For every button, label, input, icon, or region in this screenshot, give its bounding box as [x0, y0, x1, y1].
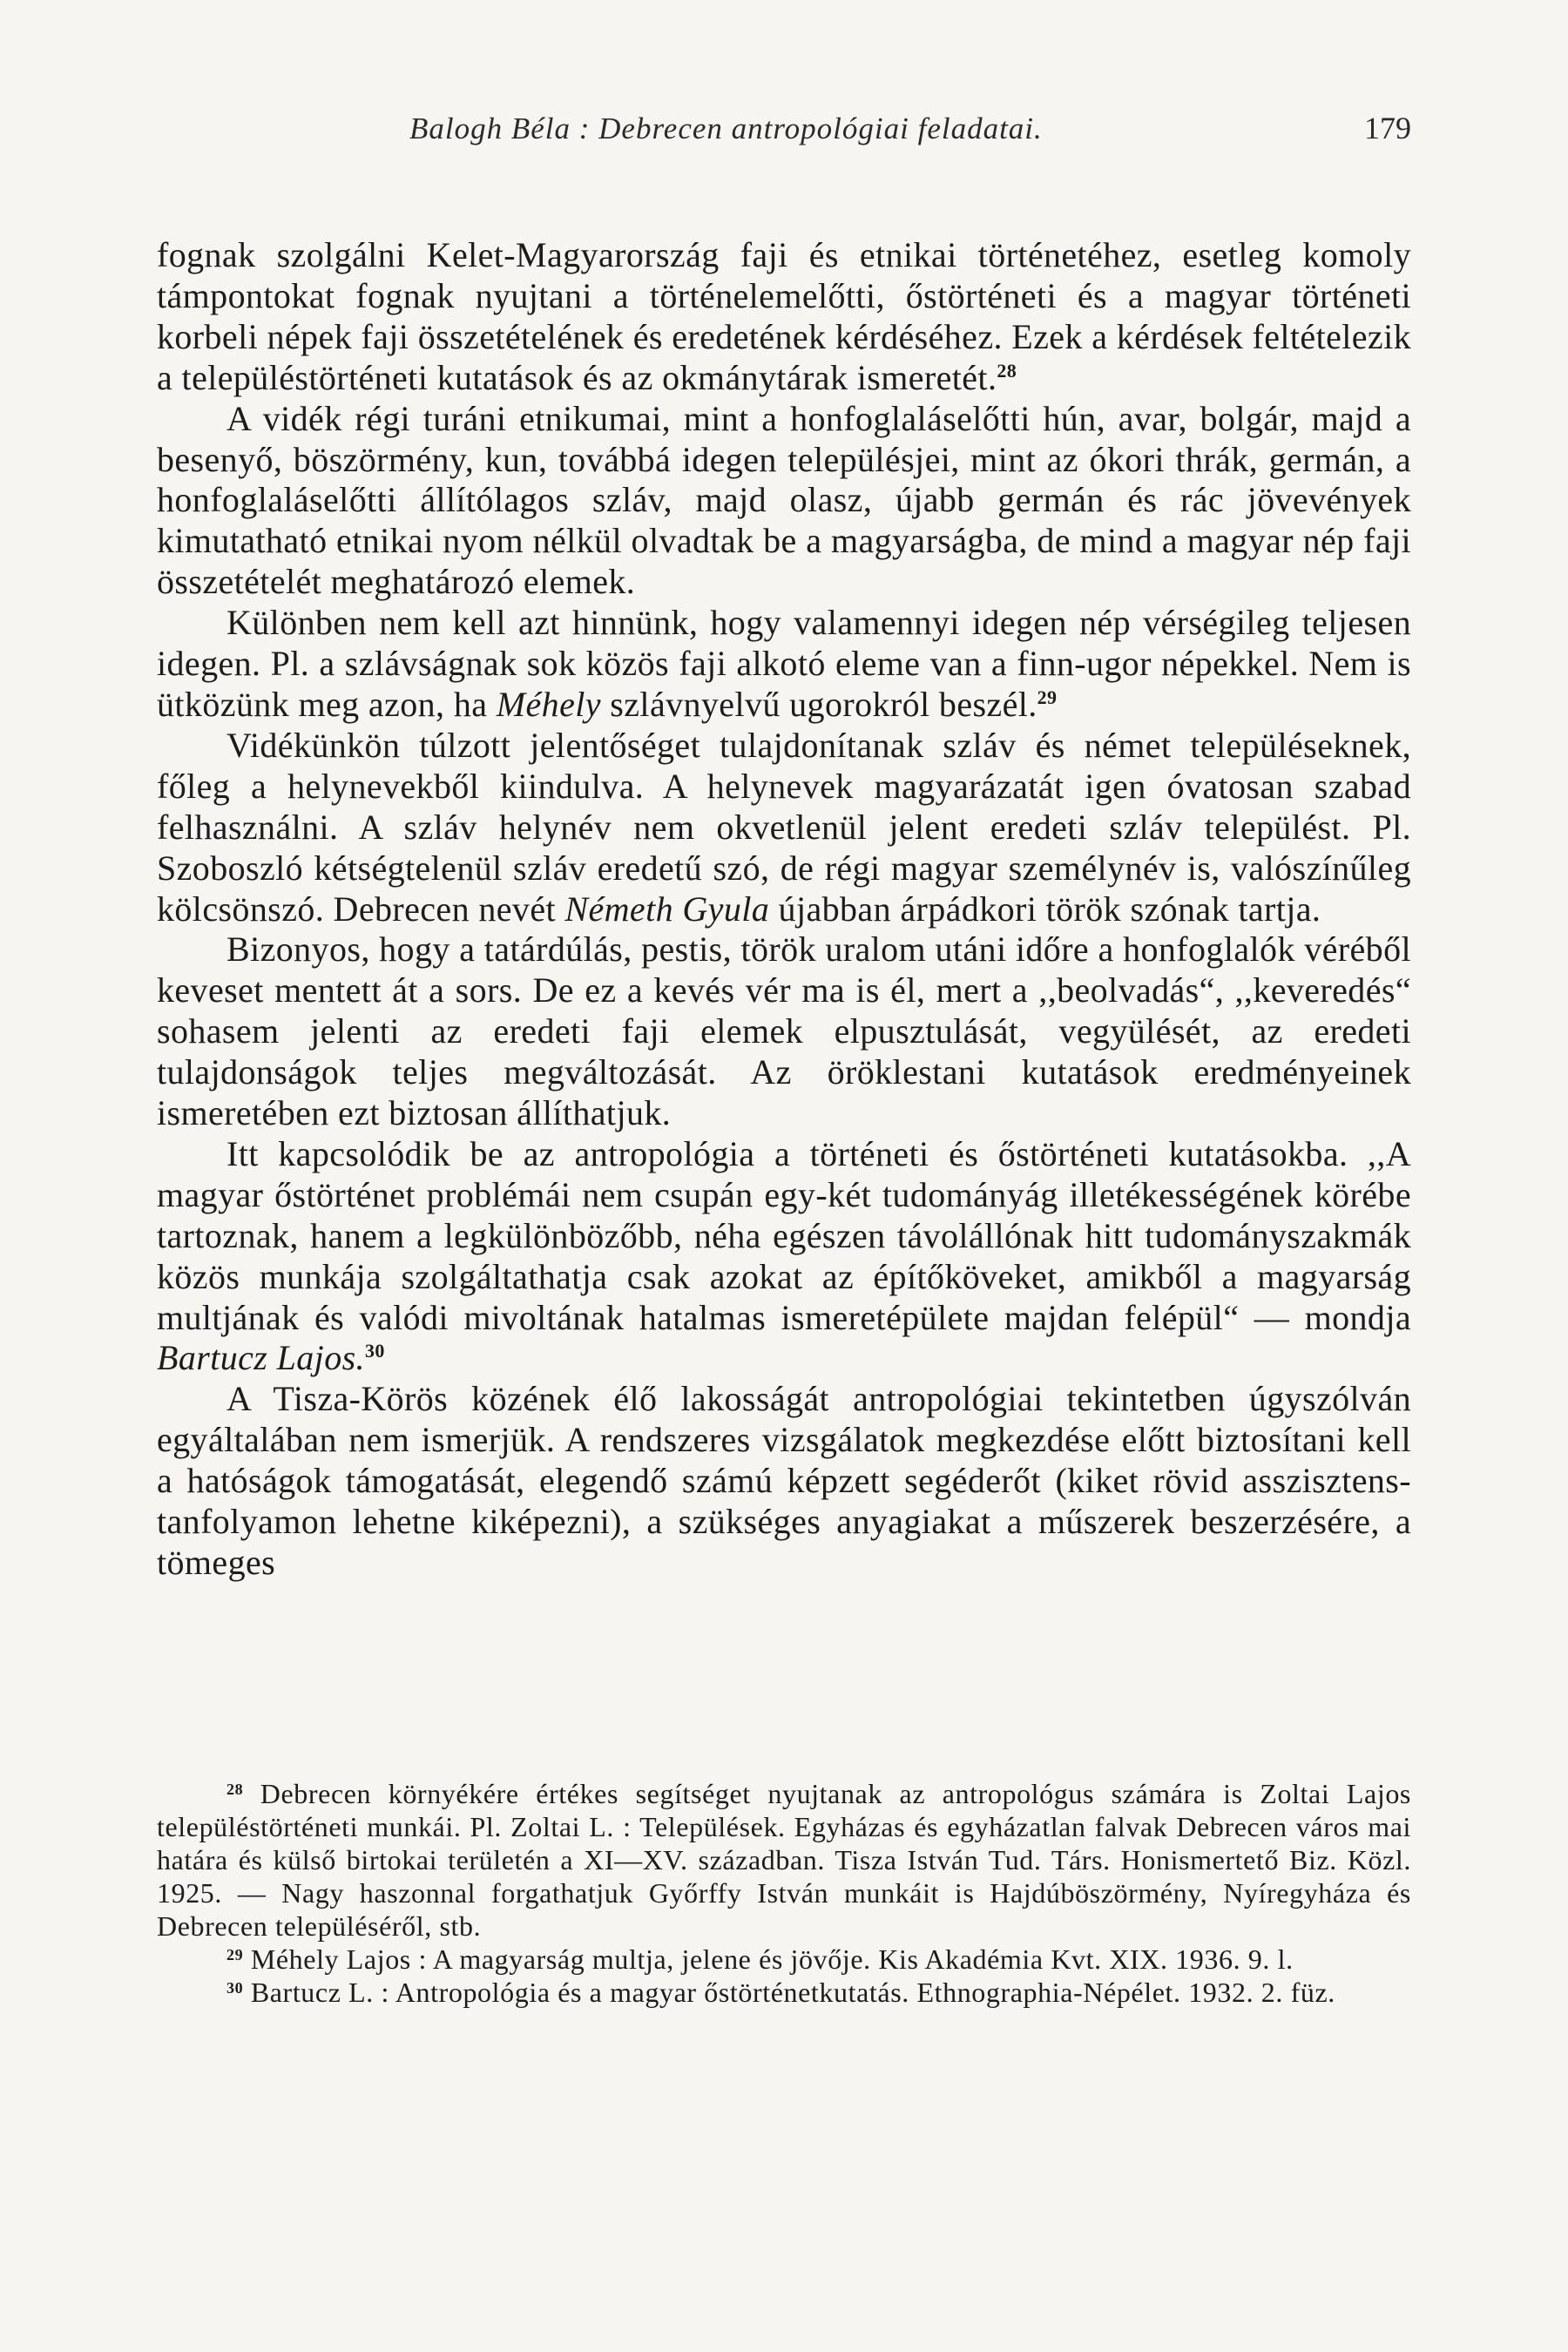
page-number: 179	[1364, 111, 1411, 145]
running-title: Balogh Béla : Debrecen antropológiai feladatai.	[409, 112, 1043, 145]
paragraph-3: Különben nem kell azt hinnünk, hogy valamennyi idegen nép vérségileg teljesen idegen. Pl. a szlávságnak sok közös faji alkotó eleme van a finn-ugor népekkel. Nem is ütközünk meg azon, ha Méhely szlávnyelvű ugorokról beszél.$^{29}$	[157, 603, 1411, 724]
paragraph-7: A Tisza-Körös közének élő lakosságát antropológiai tekintetben úgyszólván egyáltalában nem ismerjük. A rendszeres vizsgálatok megkezdése előtt biztosítani kell a hatóságok támogatását, elegendő számú képzett segéderőt (kiket rövid asszisztens-tanfolyamon lehetne kiképezni), a szükséges anyagiakat a műszerek beszerzésére, a tömeges	[157, 1379, 1411, 1582]
footnotes	[157, 1777, 1411, 2009]
main-text	[157, 235, 1411, 1584]
footnote: $^{28}$ Debrecen környékére értékes segítséget nyujtanak az antropológus számára is Zoltai Lajos településtörténeti munkái. Pl. Zoltai L. : Települések. Egyházas és egyházatlan falvak Debrecen város mai határa és külső birtokai területén a XI—XV. században. Tisza István Tud. Társ. Honismertető Biz. Közl. 1925. — Nagy haszonnal forgathatjuk Győrffy István munkáit is Hajdúböszörmény, Nyíregyháza és Debrecen településéről, stb.	[157, 1778, 1411, 1942]
footnote: $^{30}$ Bartucz L. : Antropológia és a magyar őstörténetkutatás. Ethnographia-Népélet. 1932. 2. füz.	[226, 1977, 1335, 2008]
paragraph-4: Vidékünkön túlzott jelentőséget tulajdonítanak szláv és német településeknek, főleg a helynevekből kiindulva. A helynevek magyarázatát igen óvatosan szabad felhasználni. A szláv helynév nem okvetlenül jelent eredeti szláv települést. Pl. Szoboszló kétségtelenül szláv eredetű szó, de régi magyar személynév is, valószínűleg kölcsönszó. Debrecen nevét Németh Gyula újabban árpádkori török szónak tartja.	[157, 725, 1411, 929]
footnote-ref-30: 30	[364, 1340, 385, 1362]
paragraph-2: A vidék régi turáni etnikumai, mint a honfoglaláselőtti hún, avar, bolgár, majd a besenyő, böszörmény, kun, továbbá idegen településjei, mint az ókori thrák, germán, a honfoglaláselőtti állítólagos szláv, majd olasz, újabb germán és rác jövevények kimutatható etnikai nyom nélkül olvadtak be a magyarságba, de mind a magyar nép faji összetételét meghatározó elemek.	[157, 398, 1411, 602]
paragraph-5: Bizonyos, hogy a tatárdúlás, pestis, török uralom utáni időre a honfoglalók véréből keveset mentett át a sors. De ez a kevés vér ma is él, mert a ,,beolvadás“, ,,keveredés“ sohasem jelenti az eredeti faji elemek elpusztulását, vegyülését, az eredeti tulajdonságok teljes megváltozását. Az öröklestani kutatások eredményeinek ismeretében ezt biztosan állíthatjuk.	[157, 929, 1411, 1133]
author-name-nemeth: Németh Gyula	[564, 889, 770, 929]
footnote: $^{29}$ Méhely Lajos : A magyarság multja, jelene és jövője. Kis Akadémia Kvt. XIX. 1936. 9. l.	[226, 1943, 1294, 1975]
paragraph-6: Itt kapcsolódik be az antropológia a történeti és őstörténeti kutatásokba. ,,A magyar őstörténet problémái nem csupán egy-két tudományág illetékességének körébe tartoznak, hanem a legkülönbözőbb, néha egészen távolállónak hitt tudományszakmák közös munkája szolgáltathatja csak azokat az építőköveket, amikből a magyarság multjának és valódi mivoltának hatalmas ismeretépülete majdan felépül“ — mondja Bartucz Lajos.$^{30}$	[157, 1133, 1411, 1378]
page-header	[157, 112, 1411, 164]
author-name-bartucz: Bartucz Lajos.	[157, 1338, 365, 1378]
footnote-ref-28: 28	[997, 359, 1017, 382]
footnote-ref-29: 29	[1037, 686, 1058, 708]
author-name-mehely: Méhely	[496, 684, 601, 724]
paragraph-1: fognak szolgálni Kelet-Magyarország faji és etnikai történetéhez, esetleg komoly támpontokat fognak nyujtani a történelemelőtti, őstörténeti és a magyar történeti korbeli népek faji összetételének és eredetének kérdéséhez. Ezek a kérdések feltételezik a településtörténeti kutatások és az okmánytárak ismeretét.$^{28}$	[157, 235, 1411, 397]
